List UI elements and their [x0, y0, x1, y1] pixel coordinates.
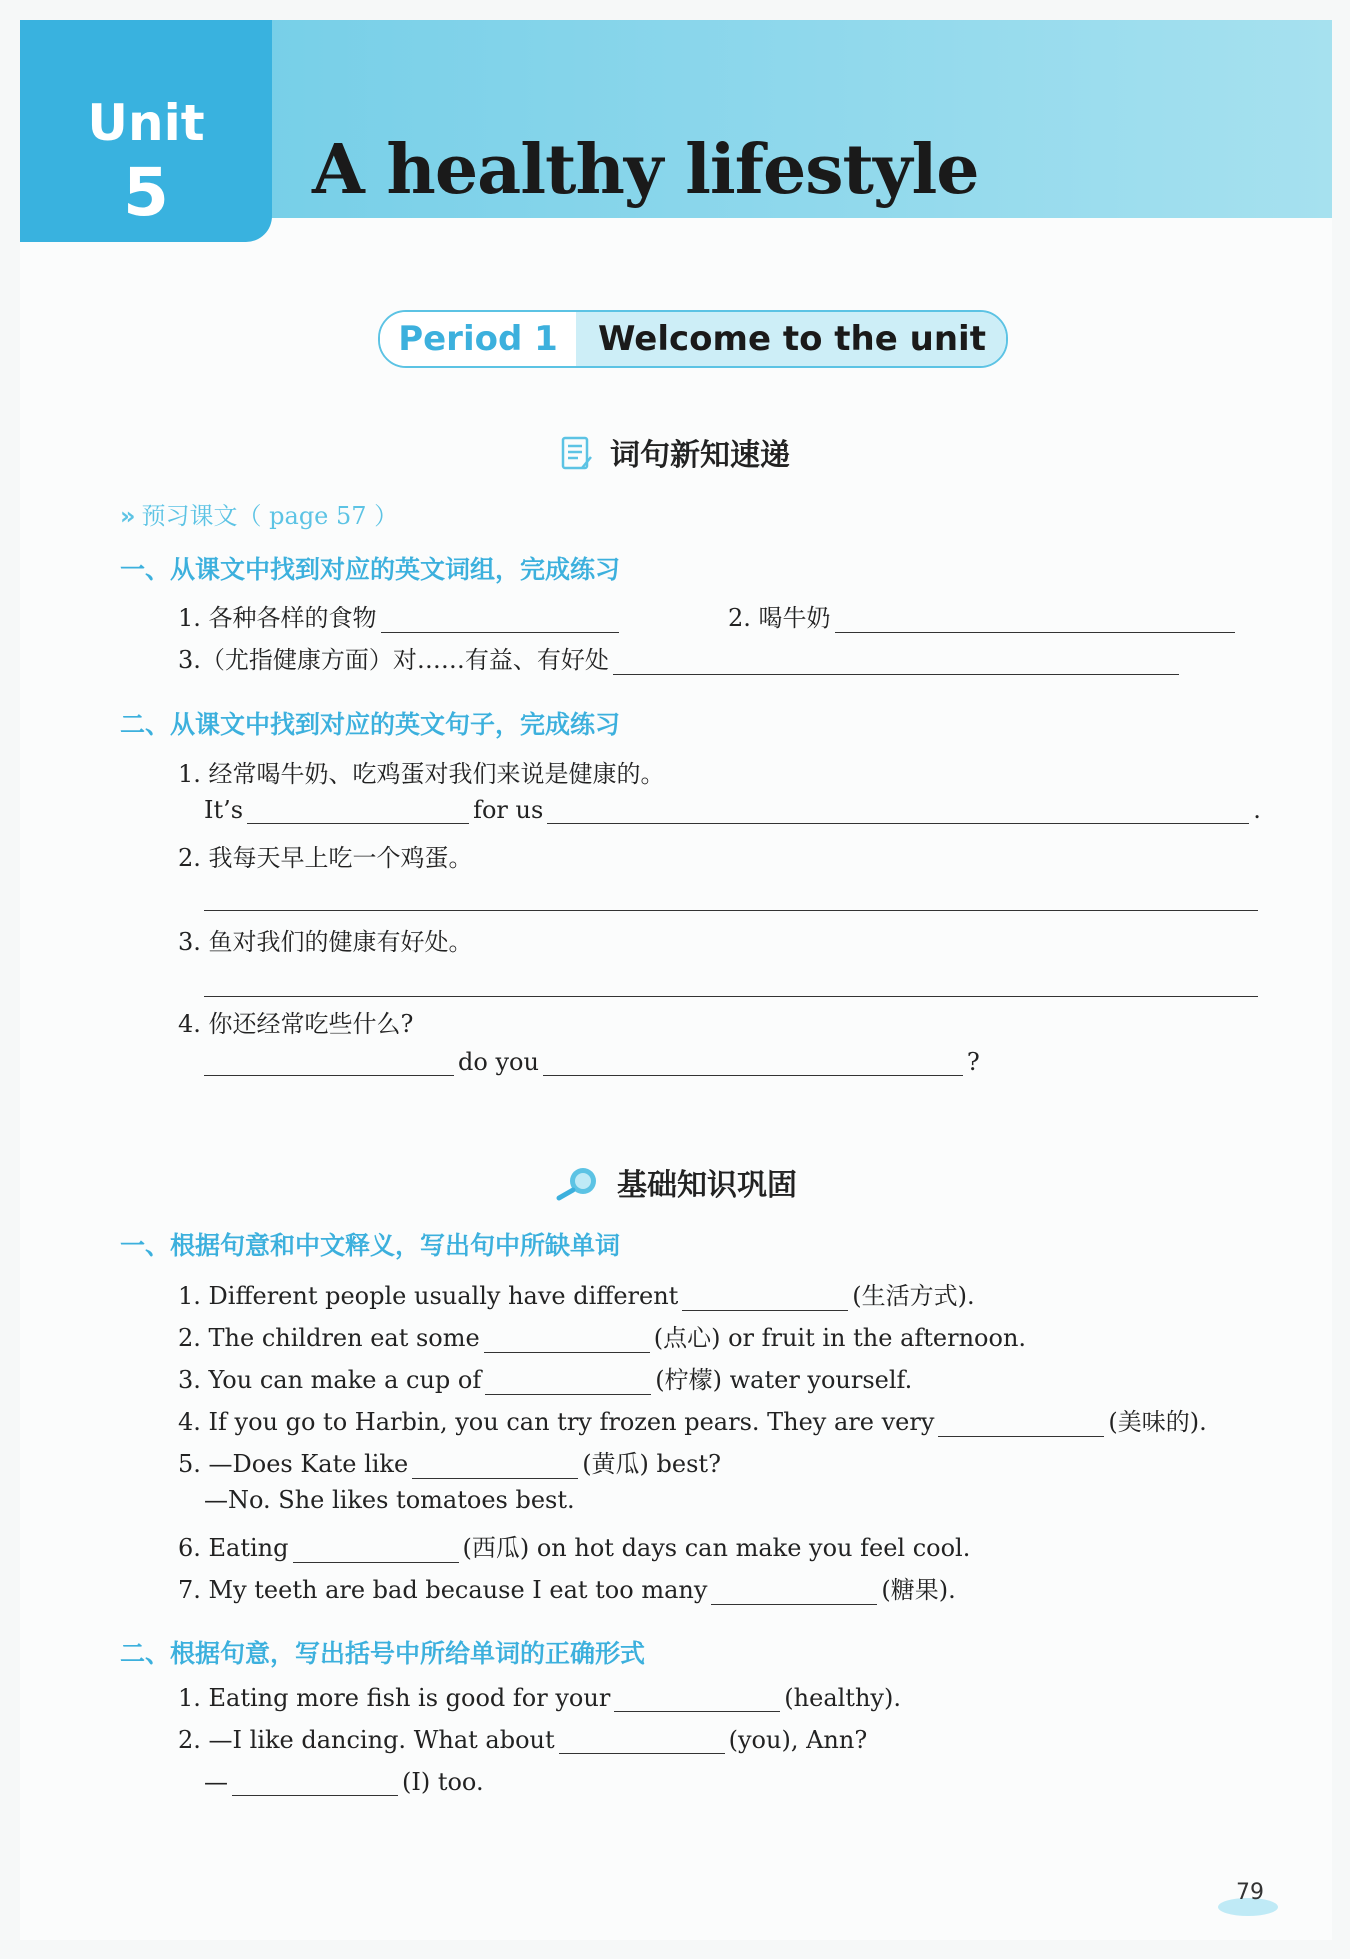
- exercise-item: — (I) too.: [204, 1768, 484, 1796]
- answer-blank[interactable]: [485, 1368, 651, 1395]
- unit-label: Unit: [87, 94, 205, 152]
- answer-line: do you ?: [200, 1048, 980, 1076]
- answer-blank[interactable]: [614, 1685, 780, 1712]
- period-title: Welcome to the unit: [576, 312, 1006, 366]
- exercise-item: 3.（尤指健康方面）对……有益、有好处: [178, 640, 1183, 675]
- answer-blank[interactable]: [613, 648, 1179, 675]
- answer-blank[interactable]: [204, 1049, 454, 1076]
- answer-blank[interactable]: [835, 606, 1235, 633]
- preview-note: [120, 496, 398, 531]
- exercise-item: 6. Eating (西瓜) on hot days can make you feel cool.: [178, 1534, 971, 1562]
- answer-blank[interactable]: [682, 1284, 848, 1311]
- exercise-item: 2. The children eat some (点心) or fruit in the afternoon.: [178, 1324, 1027, 1352]
- exercise-item: 2. 我每天早上吃一个鸡蛋。: [178, 844, 473, 872]
- exercise-item: —No. She likes tomatoes best.: [204, 1486, 575, 1514]
- task-title: 二、根据句意，写出括号中所给单词的正确形式: [120, 1639, 646, 1668]
- exercise-item: 2. 喝牛奶: [728, 598, 1239, 633]
- task-title: 二、从课文中找到对应的英文句子，完成练习: [120, 710, 621, 739]
- exercise-item: 4. If you go to Harbin, you can try frozen pears. They are very (美味的).: [178, 1408, 1207, 1436]
- preview-text: 预习课文（ page 57 ）: [141, 502, 399, 530]
- answer-blank[interactable]: [938, 1410, 1104, 1437]
- task-title: 一、根据句意和中文释义，写出句中所缺单词: [120, 1231, 621, 1260]
- magnifier-icon: [553, 1164, 601, 1210]
- exercise-item: 2. —I like dancing. What about (you), Ann?: [178, 1726, 868, 1754]
- answer-blank[interactable]: [381, 606, 619, 633]
- answer-rule[interactable]: [204, 910, 1258, 911]
- exercise-item: 1. Eating more fish is good for your (healthy).: [178, 1684, 901, 1712]
- period-label: Period 1: [380, 312, 576, 366]
- answer-rule[interactable]: [204, 996, 1258, 997]
- section-title: 基础知识巩固: [617, 1168, 797, 1203]
- exercise-item: 1. 经常喝牛奶、吃鸡蛋对我们来说是健康的。: [178, 760, 665, 788]
- answer-blank[interactable]: [559, 1727, 725, 1754]
- answer-blank[interactable]: [412, 1452, 578, 1479]
- exercise-item: 4. 你还经常吃些什么?: [178, 1010, 414, 1038]
- unit-title: A healthy lifestyle: [312, 130, 979, 210]
- answer-blank[interactable]: [547, 797, 1249, 824]
- exercise-item: 1. Different people usually have different (生活方式).: [178, 1282, 975, 1310]
- answer-blank[interactable]: [232, 1769, 398, 1796]
- answer-blank[interactable]: [293, 1536, 459, 1563]
- unit-badge: [20, 20, 272, 242]
- section-title: 词句新知速递: [610, 438, 790, 473]
- notebook-icon: [560, 435, 594, 479]
- answer-blank[interactable]: [711, 1578, 877, 1605]
- exercise-item: 3. 鱼对我们的健康有好处。: [178, 928, 473, 956]
- answer-line: It’s for us .: [204, 796, 1261, 824]
- page-number: 79: [1236, 1880, 1264, 1905]
- period-banner: [378, 310, 1008, 368]
- unit-number: 5: [123, 154, 169, 231]
- exercise-item: 3. You can make a cup of (柠檬) water yourself.: [178, 1366, 913, 1394]
- answer-blank[interactable]: [543, 1049, 963, 1076]
- section-heading-2: [0, 1160, 1350, 1210]
- exercise-item: 1. 各种各样的食物: [178, 598, 623, 633]
- answer-blank[interactable]: [484, 1326, 650, 1353]
- exercise-item: 5. —Does Kate like (黄瓜) best?: [178, 1450, 721, 1478]
- answer-blank[interactable]: [247, 797, 469, 824]
- section-heading-1: [0, 430, 1350, 479]
- exercise-item: 7. My teeth are bad because I eat too many (糖果).: [178, 1576, 956, 1604]
- double-chevron-icon: »: [120, 502, 136, 530]
- task-title: 一、从课文中找到对应的英文词组，完成练习: [120, 555, 621, 584]
